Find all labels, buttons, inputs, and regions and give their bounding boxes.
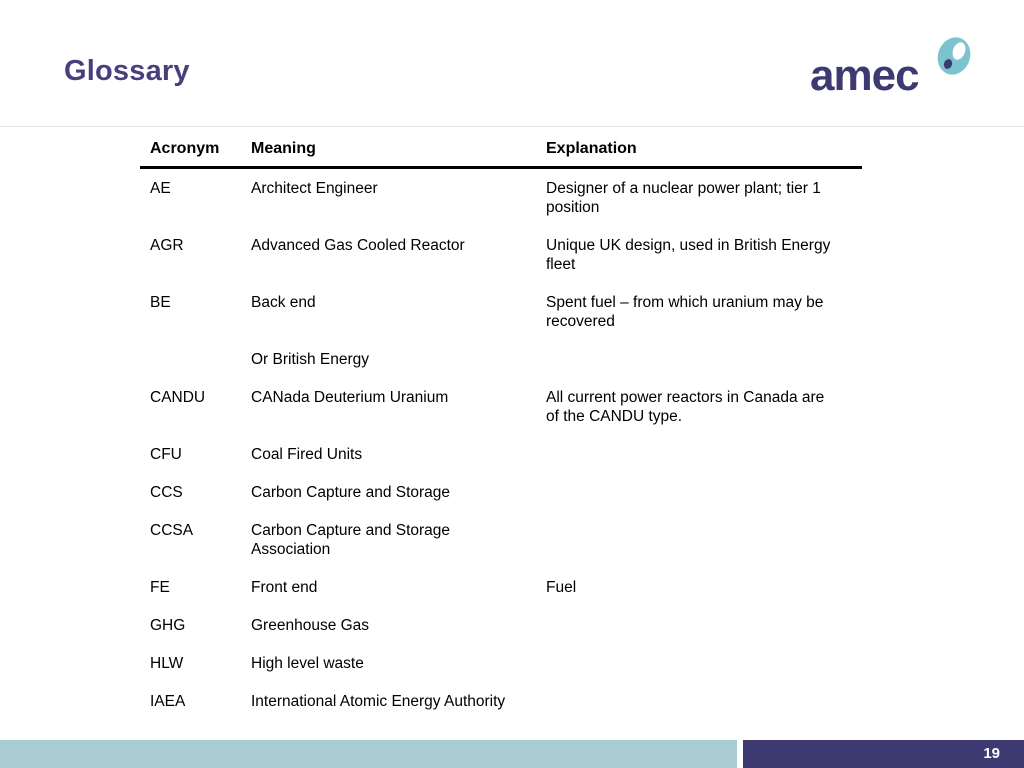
acronym-cell: CCSA (150, 522, 194, 539)
table-row (140, 578, 862, 616)
acronym-cell: CANDU (150, 389, 206, 406)
amec-logo (808, 34, 978, 96)
table-row (140, 350, 862, 388)
footer-bar-left (0, 740, 737, 768)
explanation-cell (536, 388, 862, 445)
table-row (140, 388, 862, 445)
explanation-text: Fuel (546, 579, 577, 596)
meaning-cell: Coal Fired Units (251, 446, 363, 463)
meaning-cell: High level waste (251, 655, 364, 672)
acronym-cell (140, 350, 241, 388)
meaning-cell: Greenhouse Gas (251, 617, 370, 634)
header-acronym: Acronym (140, 134, 241, 168)
table-row (140, 521, 862, 578)
table-row (140, 168, 862, 237)
explanation-text: All current power reactors in Canada are of the CANDU type. (546, 389, 825, 425)
explanation-cell (536, 168, 862, 237)
explanation-cell (536, 236, 862, 293)
meaning-cell: Front end (251, 579, 318, 596)
meaning-cell: Advanced Gas Cooled Reactor (251, 237, 465, 254)
table-row (140, 293, 862, 350)
acronym-cell: HLW (150, 655, 184, 672)
header-explanation: Explanation (536, 134, 862, 168)
explanation-cell (536, 445, 862, 483)
logo-swirl-icon (932, 34, 975, 79)
table-row (140, 616, 862, 654)
acronym-cell: AE (150, 180, 171, 197)
explanation-text: Designer of a nuclear power plant; tier 1 position (546, 180, 821, 216)
table-row (140, 483, 862, 521)
meaning-cell: Carbon Capture and Storage (251, 484, 451, 501)
acronym-cell: FE (150, 579, 170, 596)
explanation-cell (536, 578, 862, 616)
explanation-cell (536, 654, 862, 692)
acronym-cell: BE (150, 294, 171, 311)
explanation-text: Spent fuel – from which uranium may be recovered (546, 294, 824, 330)
meaning-cell: Or British Energy (251, 351, 370, 368)
explanation-text: Unique UK design, used in British Energy fleet (546, 237, 831, 273)
acronym-cell: IAEA (150, 693, 186, 710)
meaning-cell: International Atomic Energy Authority (251, 693, 506, 710)
explanation-cell (536, 293, 862, 350)
table-row (140, 692, 862, 730)
slide-title: Glossary (64, 55, 190, 87)
table-header-row (140, 134, 862, 168)
logo-wordmark: amec (810, 51, 919, 96)
table-row (140, 236, 862, 293)
meaning-cell: Back end (251, 294, 316, 311)
acronym-cell: GHG (150, 617, 186, 634)
explanation-cell (536, 616, 862, 654)
meaning-cell: Architect Engineer (251, 180, 378, 197)
meaning-cell: CANada Deuterium Uranium (251, 389, 449, 406)
acronym-cell: CFU (150, 446, 182, 463)
header-divider (0, 126, 1024, 127)
explanation-cell (536, 521, 862, 578)
acronym-cell: CCS (150, 484, 183, 501)
header-meaning: Meaning (241, 134, 536, 168)
meaning-cell (241, 521, 536, 578)
explanation-cell (536, 350, 862, 388)
meaning-text: Carbon Capture and Storage Association (251, 522, 451, 558)
page-number: 19 (983, 745, 1000, 762)
glossary-table (140, 134, 862, 730)
table-row (140, 654, 862, 692)
explanation-cell (536, 692, 862, 730)
explanation-cell (536, 483, 862, 521)
table-row (140, 445, 862, 483)
footer-bar-right (743, 740, 1024, 768)
acronym-cell: AGR (150, 237, 184, 254)
